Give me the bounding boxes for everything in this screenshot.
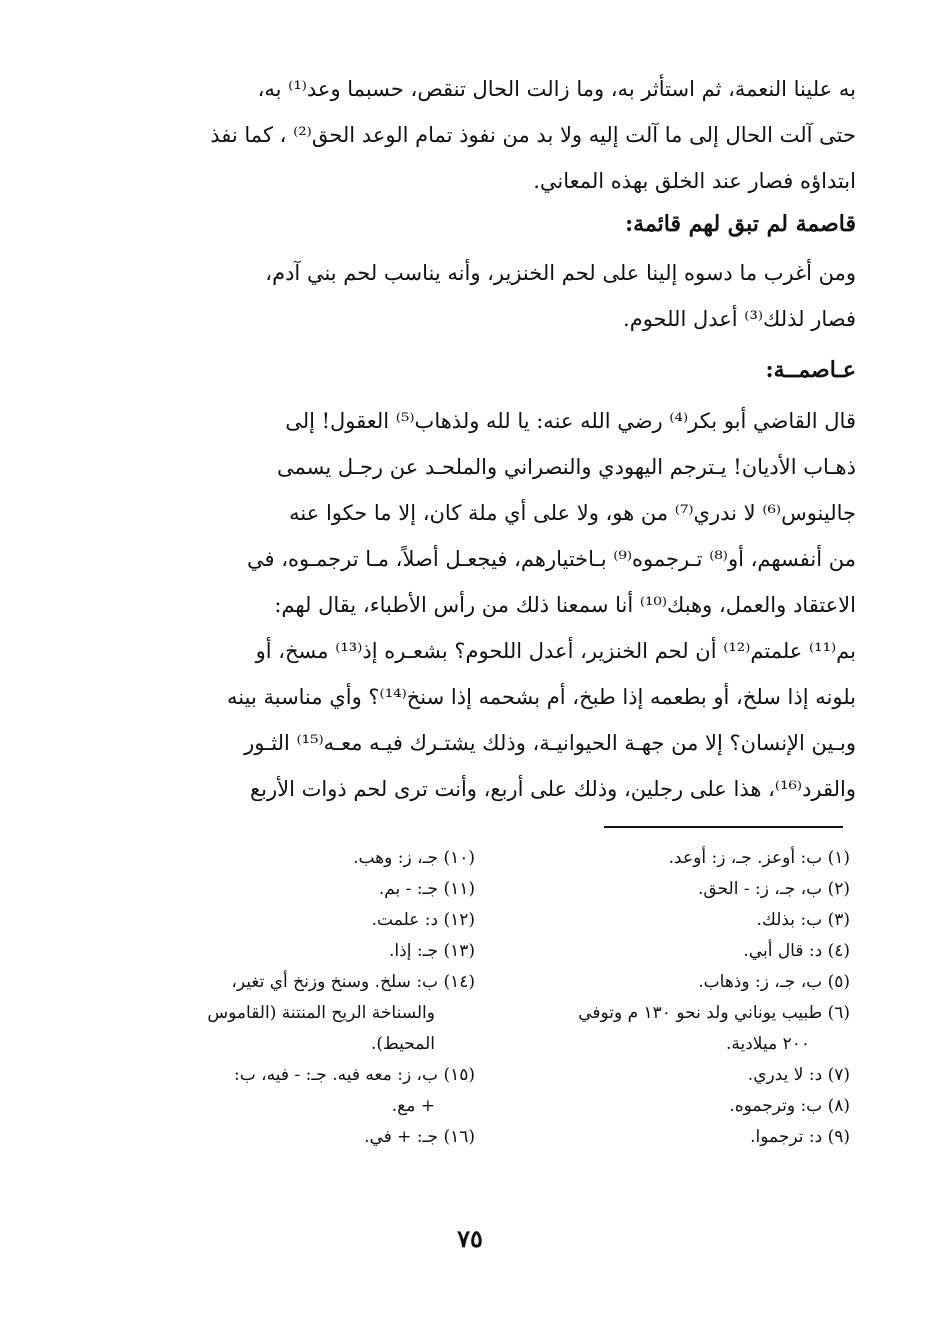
footnote: (١١) جـ: - بم. [378,879,475,899]
text-line: ابتداؤه فصار عند الخلق بهذه المعاني. [533,169,856,193]
footnote: (٧) د: لا يدري. [747,1065,850,1085]
footnote: (١٠) جـ، ز: وهب. [353,848,475,868]
text-line: ومن أغرب ما دسوه إلينا على لحم الخنزير، وأنه يناسب لحم بني آدم، [265,261,856,285]
footnote: (١٤) ب: سلخ. وسنخ وزنخ أي تغير، [231,972,475,992]
paragraph-qasima [140,250,856,342]
text-line: الاعتقاد والعمل، وهبك⁽¹⁰⁾ أنا سمعنا ذلك من رأس الأطباء، يقال لهم: [274,593,856,617]
footnote-continuation: المحيط). [370,1034,435,1054]
footnote: (٨) ب: وترجموه. [729,1096,850,1116]
footnote: (٦) طبيب يوناني ولد نحو ١٣٠ م وتوفي [578,1003,850,1023]
section-heading-asima: عـاصمــة: [765,357,856,383]
text-line: ذهـاب الأديان! يـترجم اليهودي والنصراني والملحـد عن رجـل يسمى [277,455,856,479]
section-heading-qasima: قاصمة لم تبق لهم قائمة: [625,211,856,237]
footnote: (١٥) ب، ز: معه فيه. جـ: - فيه، ب: [234,1065,475,1085]
paragraph-top [140,66,856,204]
text-line: جالينوس⁽⁶⁾ لا ندري⁽⁷⁾ من هو، ولا على أي ملة كان، إلا ما حكوا عنه [289,501,856,525]
text-line: والقرد⁽¹⁶⁾، هذا على رجلين، وذلك على أربع، وأنت ترى لحم ذوات الأربع [249,777,856,801]
footnote: (٥) ب، جـ، ز: وذهاب. [698,972,850,992]
text-line: قال القاضي أبو بكر⁽⁴⁾ رضي الله عنه: يا لله ولذهاب⁽⁵⁾ العقول! إلى [285,409,856,433]
footnotes-right-column [510,843,850,1153]
text-line: فصار لذلك⁽³⁾ أعدل اللحوم. [623,307,856,331]
footnote: (١٦) جـ: + في. [364,1127,475,1147]
footnote: (١٢) د: علمت. [371,910,475,930]
paragraph-asima [140,398,856,812]
text-line: بلونه إذا سلخ، أو بطعمه إذا طبخ، أم بشحمه إذا سنخ⁽¹⁴⁾؟ وأي مناسبة بينه [227,685,856,709]
footnote-continuation: والسناخة الريح المنتنة (القاموس [207,1003,435,1023]
text-line: حتى آلت الحال إلى ما آلت إليه ولا بد من نفوذ تمام الوعد الحق⁽²⁾ ، كما نفذ [210,123,856,147]
text-line: وبـين الإنسان؟ إلا من جهـة الحيوانيـة، وذلك يشتـرك فيـه معـه⁽¹⁵⁾ الثـور [244,731,856,755]
footnote: (١٣) جـ: إذا. [389,941,475,961]
footnote: (١) ب: أوعز. جـ، ز: أوعد. [668,848,850,868]
text-line: من أنفسهم، أو⁽⁸⁾ تـرجموه⁽⁹⁾ بـاختيارهم، فيجعـل أصلاً، مـا ترجمـوه، في [246,547,856,571]
footnote: (٢) ب، جـ، ز: - الحق. [697,879,850,899]
text-line: به علينا النعمة، ثم استأثر به، وما زالت الحال تنقص، حسبما وعد⁽¹⁾ به، [257,77,856,101]
text-line: بم⁽¹¹⁾ علمتم⁽¹²⁾ أن لحم الخنزير، أعدل اللحوم؟ بشعـره إذ⁽¹³⁾ مسخ، أو [255,639,856,663]
footnote-continuation: ٢٠٠ ميلادية. [725,1034,810,1054]
footnote-continuation: + مع. [391,1096,435,1116]
footnote: (٣) ب: بذلك. [756,910,850,930]
page-number: ٧٥ [457,1224,483,1253]
footnote: (٤) د: قال أبي. [743,941,850,961]
footnote-divider [604,826,843,828]
footnote: (٩) د: ترجموا. [750,1127,850,1147]
footnotes-left-column [130,843,475,1153]
